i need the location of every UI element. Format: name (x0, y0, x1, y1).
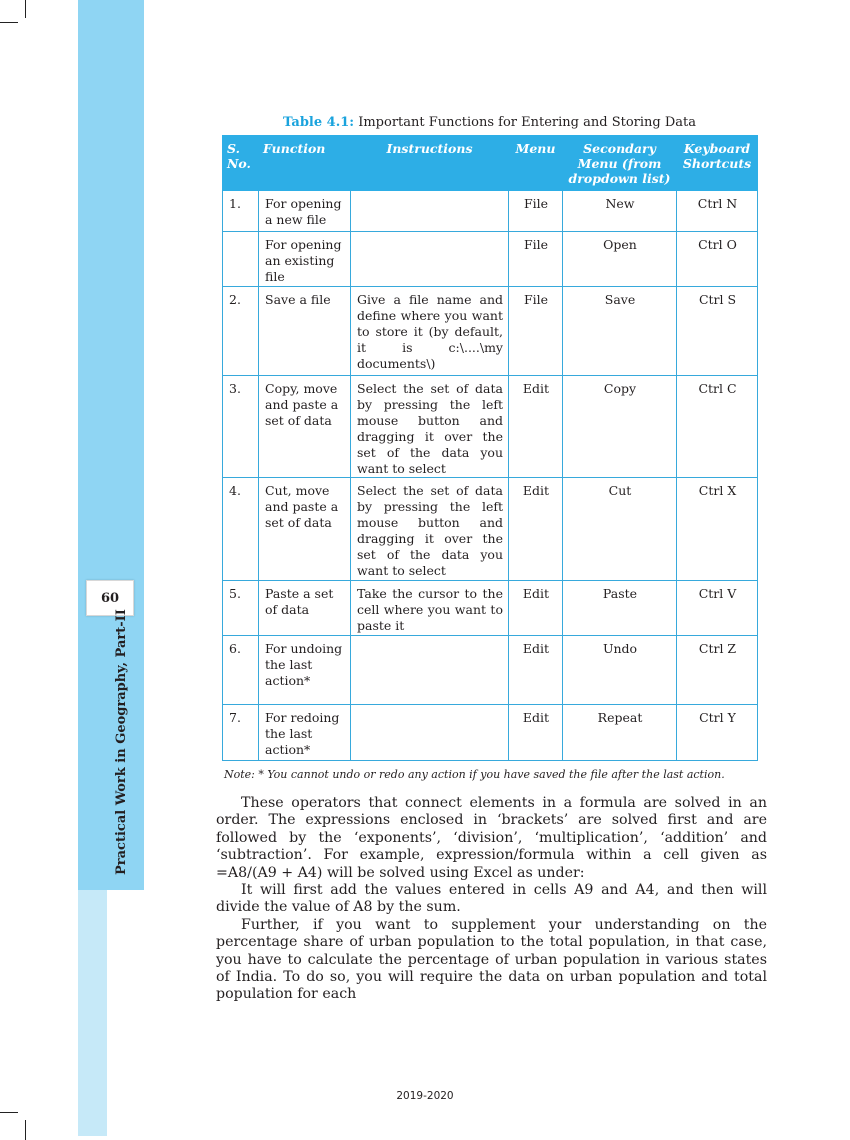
table-row (223, 636, 758, 705)
page-footer: 2019-2020 (396, 1090, 454, 1102)
cell-instructions (351, 636, 509, 705)
cell-instructions: Select the set of data by pressing the left mouse button and dragging it over the set of the data you want to select (351, 376, 509, 478)
cell-shortcut: Ctrl O (677, 232, 758, 287)
header-menu: Menu (509, 136, 563, 191)
cell-secondary: Repeat (563, 705, 677, 761)
table-header-row (223, 136, 758, 191)
cell-function: For opening an existing file (259, 232, 351, 287)
table-row (223, 478, 758, 581)
cell-instructions (351, 191, 509, 232)
table-row (223, 232, 758, 287)
table-note: Note: * You cannot undo or redo any action if you have saved the file after the last action. (224, 768, 725, 781)
cell-secondary: Save (563, 287, 677, 376)
cell-sno: 2. (223, 287, 259, 376)
table-row (223, 376, 758, 478)
book-title-vertical: Practical Work in Geography, Part-II (114, 609, 129, 875)
side-band (78, 0, 144, 890)
body-text (216, 795, 767, 1004)
table-row (223, 705, 758, 761)
cell-sno: 4. (223, 478, 259, 581)
cell-instructions (351, 705, 509, 761)
cell-instructions: Select the set of data by pressing the left mouse button and dragging it over the set of the data you want to select (351, 478, 509, 581)
cell-function: Paste a set of data (259, 581, 351, 636)
paragraph: These operators that connect elements in a formula are solved in an order. The expressions enclosed in ‘brackets’ are solved first and are followed by the ‘exponents’, ‘division’, ‘multiplication’, ‘addition’ and ‘subtraction’. For example, expression/formula within a cell given as =A8/(A9 + A4) will be solved using Excel as under: (216, 795, 767, 881)
cell-function: For redoing the last action* (259, 705, 351, 761)
header-function: Function (259, 136, 351, 191)
cell-function: Save a file (259, 287, 351, 376)
cell-menu: File (509, 287, 563, 376)
table-caption-label: Table 4.1: (282, 115, 355, 130)
cell-function: For undoing the last action* (259, 636, 351, 705)
functions-table (222, 135, 758, 761)
cell-instructions: Give a file name and define where you want to store it (by default, it is c:\....\my documents\) (351, 287, 509, 376)
cell-shortcut: Ctrl C (677, 376, 758, 478)
cell-shortcut: Ctrl Z (677, 636, 758, 705)
cell-menu: File (509, 232, 563, 287)
header-secondary-menu: Secondary Menu (from dropdown list) (563, 136, 677, 191)
cell-shortcut: Ctrl N (677, 191, 758, 232)
header-shortcuts: Keyboard Shortcuts (677, 136, 758, 191)
header-instructions: Instructions (351, 136, 509, 191)
cell-menu: Edit (509, 376, 563, 478)
cell-menu: Edit (509, 581, 563, 636)
cell-secondary: Cut (563, 478, 677, 581)
cell-instructions (351, 232, 509, 287)
paragraph: It will first add the values entered in cells A9 and A4, and then will divide the value of A8 by the sum. (216, 882, 767, 916)
cell-shortcut: Ctrl X (677, 478, 758, 581)
cell-secondary: Undo (563, 636, 677, 705)
cell-sno: 3. (223, 376, 259, 478)
cell-sno: 7. (223, 705, 259, 761)
cell-function: For opening a new file (259, 191, 351, 232)
cell-secondary: Copy (563, 376, 677, 478)
crop-mark (0, 22, 18, 23)
cell-secondary: Paste (563, 581, 677, 636)
cell-sno (223, 232, 259, 287)
cell-shortcut: Ctrl Y (677, 705, 758, 761)
table-caption (222, 115, 757, 130)
crop-mark (25, 1120, 26, 1140)
table-row (223, 191, 758, 232)
cell-sno: 5. (223, 581, 259, 636)
page-number: 60 (86, 580, 134, 616)
crop-mark (25, 0, 26, 18)
cell-function: Copy, move and paste a set of data (259, 376, 351, 478)
cell-shortcut: Ctrl V (677, 581, 758, 636)
table-row (223, 287, 758, 376)
cell-instructions: Take the cursor to the cell where you want to paste it (351, 581, 509, 636)
table-row (223, 581, 758, 636)
paragraph: Further, if you want to supplement your understanding on the percentage share of urban population to the total population, in that case, you have to calculate the percentage of urban population in various states of India. To do so, you will require the data on urban population and total population for each (216, 916, 767, 1003)
cell-menu: Edit (509, 478, 563, 581)
cell-secondary: Open (563, 232, 677, 287)
header-sno: S. No. (223, 136, 259, 191)
cell-menu: File (509, 191, 563, 232)
cell-sno: 6. (223, 636, 259, 705)
cell-function: Cut, move and paste a set of data (259, 478, 351, 581)
cell-shortcut: Ctrl S (677, 287, 758, 376)
crop-mark (0, 1112, 18, 1113)
cell-sno: 1. (223, 191, 259, 232)
table-caption-text: Important Functions for Entering and Storing Data (358, 115, 697, 130)
cell-menu: Edit (509, 705, 563, 761)
cell-secondary: New (563, 191, 677, 232)
cell-menu: Edit (509, 636, 563, 705)
